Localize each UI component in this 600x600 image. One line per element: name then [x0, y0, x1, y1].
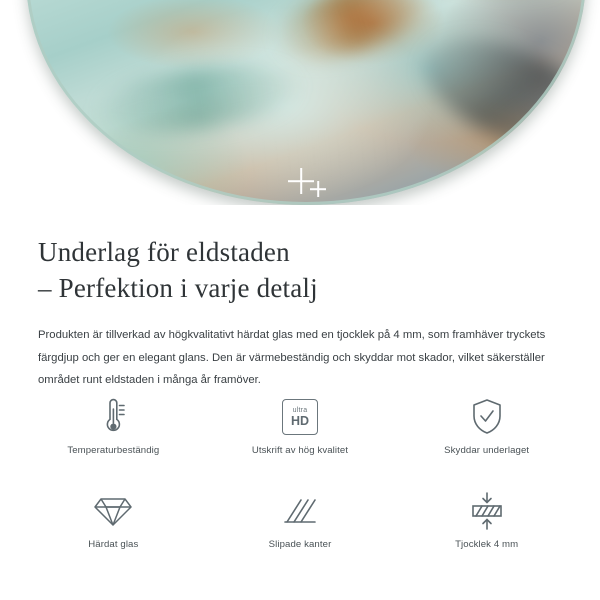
feature-label: Slipade kanter — [268, 539, 332, 550]
feature-label: Temperaturbeständig — [67, 445, 160, 456]
feature-item-print-quality — [207, 395, 394, 477]
feature-label: Härdat glas — [88, 539, 139, 550]
thickness-icon — [467, 489, 507, 533]
diamond-icon — [93, 489, 133, 533]
page-title — [0, 205, 600, 306]
swirl-grey-1 — [408, 16, 586, 175]
feature-label: Utskrift av hög kvalitet — [251, 445, 349, 456]
feature-item-polished-edges — [207, 489, 394, 571]
feature-label: Tjocklek 4 mm — [455, 539, 519, 550]
headline-line-2: – Perfektion i varje detalj — [38, 272, 318, 303]
ultra-hd-icon — [282, 395, 318, 439]
swirl-gold-1 — [266, 0, 438, 74]
feature-item-tempered-glass — [20, 489, 207, 571]
hero-image — [0, 0, 600, 205]
swirl-teal-1 — [90, 54, 306, 143]
feature-grid — [0, 395, 600, 571]
feature-item-temperature — [20, 395, 207, 477]
polished-edges-icon — [281, 489, 319, 533]
shield-check-icon — [469, 395, 505, 439]
ultra-hd-badge-bottom: HD — [290, 413, 310, 428]
ultra-hd-badge-top: ultra — [292, 406, 308, 414]
swirl-white-highlight — [192, 122, 435, 191]
headline-line-1: Underlag för eldstaden — [38, 237, 290, 267]
text-block — [0, 205, 600, 392]
marble-glass-disc-image — [26, 0, 586, 205]
feature-item-surface-protection — [393, 395, 580, 477]
feature-item-thickness — [393, 489, 580, 571]
feature-label: Skyddar underlaget — [444, 445, 530, 456]
body-paragraph: Produkten är tillverkad av högkvalitativt härdat glas med en tjocklek på 4 mm, som framhäver tryckets färgdjup och ger en elegant glans. Den är värmebeständig och skyddar mot skador, vilket säkerställer området runt eldstaden i många år framöver. — [38, 329, 546, 387]
thermometer-icon — [96, 395, 130, 439]
